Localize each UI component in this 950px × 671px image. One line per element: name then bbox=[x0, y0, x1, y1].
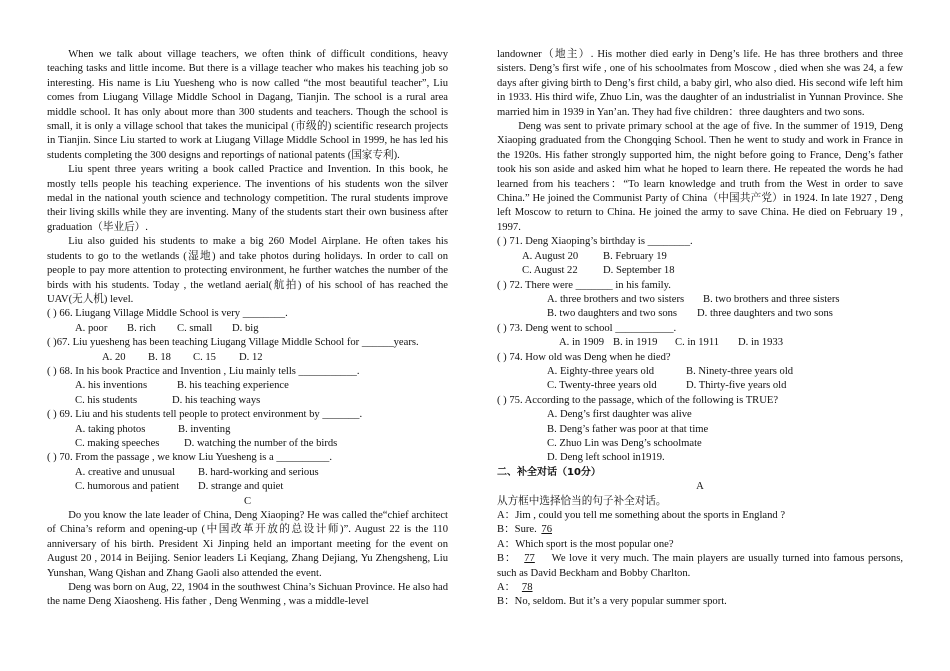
answer-blank[interactable]: 77 bbox=[524, 553, 535, 565]
option: A. Eighty-three years old bbox=[547, 365, 655, 377]
option: B. two daughters and two sons bbox=[547, 308, 678, 320]
section-c-label: C bbox=[243, 495, 252, 507]
option: C. in 1911 bbox=[675, 337, 720, 349]
option: D. in 1933 bbox=[738, 337, 784, 349]
passage-b-paragraph: When we talk about village teachers, we often think of difficult conditions, heavy teaching tasks and little income. But there is a village teacher who makes his teaching job so interesting. His name is Liu Yuesheng who is now called “the most beautiful teacher”, Liu comes from Liugang Village Middle School in Dagang, Tianjin. The school is a rural area middle school. It has only about more than 300 students and teachers. Though the school is small, it is only a village school that takes the municipal (市级的) scientific research projects in Tianjin. Since Liu started to work at Liugang Village Middle School in 1999, he has led his students completing the 300 designs and reportings of national patents (国家专利). bbox=[47, 49, 448, 161]
dialogue-line bbox=[497, 595, 903, 609]
option: D. 12 bbox=[239, 351, 263, 363]
option: C. Twenty-three years old bbox=[547, 380, 657, 392]
option: D. Thirty-five years old bbox=[686, 380, 787, 392]
option: A. taking photos bbox=[75, 423, 146, 435]
speaker: A： bbox=[497, 510, 516, 521]
option: B. rich bbox=[127, 322, 156, 334]
option: B. in 1919 bbox=[613, 337, 658, 349]
option: A. poor bbox=[75, 322, 108, 334]
option: B. his teaching experience bbox=[177, 380, 289, 392]
dialogue-text: No, seldom. But it’s a very popular summer sport. bbox=[514, 596, 727, 608]
options-row bbox=[497, 379, 903, 393]
passage-c-paragraph: Deng was born on Aug, 22, 1904 in the southwest China’s Sichuan Province. He also had the name Deng Xiaosheng. His father , Deng Wenming , was a middle-level bbox=[47, 582, 448, 608]
option: B. hard-working and serious bbox=[198, 466, 319, 478]
options-row bbox=[47, 394, 448, 408]
question-71 bbox=[497, 235, 903, 278]
question-stem: ( )67. Liu yuesheng has been teaching Liugang Village Middle School for ______years. bbox=[47, 337, 419, 349]
speaker: B： bbox=[497, 596, 515, 608]
option: C. his students bbox=[75, 394, 138, 406]
options-row bbox=[497, 365, 903, 379]
answer-blank[interactable]: 76 bbox=[541, 524, 552, 536]
options-row bbox=[497, 307, 903, 321]
option: A. in 1909 bbox=[559, 337, 605, 349]
passage-c-paragraph: Do you know the late leader of China, Deng Xiaoping? He was called the“chief architect of China’s reform and opening-up (中国改革开放的总设计师)”. August 22 is the 110 anniversary of his birth. President Xi Jinping held an important meeting for the event on August 20 , 2014 in Beijing. Senior leaders Li Keqiang, Zhang Dejiang, Yu Zhengsheng, Liu Yunshan, Wang Qishan and Zhang Gaoli also attended the event. bbox=[47, 510, 448, 579]
option: A. his inventions bbox=[75, 380, 148, 392]
option: D. his teaching ways bbox=[172, 394, 261, 406]
options-row bbox=[497, 264, 903, 278]
dialogue-line bbox=[497, 523, 903, 537]
option: D. September 18 bbox=[603, 265, 675, 277]
option: B. Deng’s father was poor at that time bbox=[547, 423, 709, 435]
option: C. humorous and patient bbox=[75, 481, 180, 493]
answer-blank[interactable]: 78 bbox=[521, 582, 533, 594]
options-row bbox=[47, 466, 448, 480]
speaker: A： bbox=[497, 582, 516, 594]
option: B. two brothers and three sisters bbox=[703, 293, 840, 305]
question-stem: ( ) 74. How old was Deng when he died? bbox=[497, 351, 671, 363]
options-row bbox=[497, 293, 903, 307]
dialogue-line bbox=[497, 538, 903, 552]
dialogue-instruction: 从方框中选择恰当的句子补全对话。 bbox=[497, 495, 667, 507]
dialogue-line bbox=[497, 552, 903, 581]
dialogue-text: Sure. bbox=[514, 524, 537, 536]
speaker: B： bbox=[497, 524, 515, 536]
question-68 bbox=[47, 365, 448, 408]
option: A. Deng’s first daughter was alive bbox=[547, 409, 692, 421]
options-row bbox=[47, 423, 448, 437]
options-row bbox=[497, 250, 903, 264]
option: A. creative and unusual bbox=[75, 466, 176, 478]
question-stem: ( ) 71. Deng Xiaoping’s birthday is ________. bbox=[497, 236, 693, 248]
question-74 bbox=[497, 351, 903, 394]
question-66 bbox=[47, 307, 448, 336]
dialogue-text: We love it very much. The main players are usually turned into famous persons, such as David Beckham and Bobby Charlton. bbox=[497, 553, 903, 579]
option: A. 20 bbox=[102, 351, 126, 363]
question-stem: ( ) 68. In his book Practice and Invention , Liu mainly tells ___________. bbox=[47, 365, 360, 377]
question-70 bbox=[47, 451, 448, 494]
dialogue-line bbox=[497, 509, 903, 523]
passage-c-continuation: landowner（地主）. His mother died early in Deng’s life. He has three brothers and three sisters. Deng’s first wife , one of his schoolmates from Moscow , died when she was 24, a few days after giving birth to Deng’s first child, a baby girl, who also died. His second wife left him in 1933. His third wife, Zhuo Lin, was the daughter of an industrialist in Yunnan Province. She married him in 1939 in Yan’an. They had five children：three daughters and two sons. bbox=[497, 49, 903, 118]
options-row bbox=[497, 336, 903, 350]
options-row bbox=[47, 379, 448, 393]
option: D. big bbox=[232, 322, 259, 334]
option: C. August 22 bbox=[522, 265, 578, 277]
speaker: B： bbox=[497, 553, 517, 565]
option: A. three brothers and two sisters bbox=[547, 293, 685, 305]
dialogue bbox=[497, 509, 903, 610]
question-75 bbox=[497, 394, 903, 466]
question-stem: ( ) 69. Liu and his students tell people to protect environment by _______. bbox=[47, 409, 363, 421]
option: C. small bbox=[177, 322, 213, 334]
question-69 bbox=[47, 408, 448, 451]
option: D. watching the number of the birds bbox=[184, 437, 338, 449]
passage-b-paragraph: Liu spent three years writing a book called Practice and Invention. In this book, he mostly tells people his teaching experience. The inventions of his students won the silver medal in the national youth science and technology competition. The rural students improve their living skills while they are inventing. Many of the students start their own business after graduation（毕业后）. bbox=[47, 164, 448, 233]
question-stem: ( ) 72. There were _______ in his family. bbox=[497, 279, 671, 291]
passage-b-paragraph: Liu also guided his students to make a big 260 Model Airplane. He often takes his students to go to the wetlands (湿地) and take photos during holidays. In order to call on people to pay more attention to protecting environment, he further watches the number of the birds with his students. Today , the wetland aerial(航拍) of his school of has reached the UAV(无人机) level. bbox=[47, 236, 448, 305]
question-72 bbox=[497, 279, 903, 322]
question-stem: ( ) 75. According to the passage, which of the following is TRUE? bbox=[497, 394, 779, 406]
option: B. February 19 bbox=[603, 250, 667, 262]
option: D. Deng left school in1919. bbox=[547, 452, 665, 464]
option: C. making speeches bbox=[75, 437, 160, 449]
options-row bbox=[47, 322, 448, 336]
option: A. August 20 bbox=[522, 250, 579, 262]
question-73 bbox=[497, 322, 903, 351]
options-row bbox=[47, 480, 448, 494]
options-row bbox=[47, 351, 448, 365]
question-stem: ( ) 70. From the passage , we know Liu Yuesheng is a __________. bbox=[47, 452, 333, 464]
section-a-label: A bbox=[696, 481, 704, 493]
option: C. Zhuo Lin was Deng’s schoolmate bbox=[547, 437, 702, 449]
question-67 bbox=[47, 336, 448, 365]
dialogue-text: Which sport is the most popular one? bbox=[515, 538, 674, 550]
section-2-heading: 二、补全对话（10分） bbox=[497, 466, 601, 478]
question-stem: ( ) 66. Liugang Village Middle School is very ________. bbox=[47, 308, 288, 320]
option: D. strange and quiet bbox=[198, 481, 284, 493]
left-column bbox=[47, 48, 448, 610]
dialogue-line bbox=[497, 581, 903, 595]
speaker: A： bbox=[497, 538, 516, 550]
question-stem: ( ) 73. Deng went to school ___________. bbox=[497, 322, 677, 334]
options-row bbox=[47, 437, 448, 451]
right-column bbox=[497, 48, 903, 610]
option: B. inventing bbox=[178, 423, 231, 435]
option: B. Ninety-three years old bbox=[686, 365, 794, 377]
option: C. 15 bbox=[193, 351, 216, 363]
passage-c-paragraph: Deng was sent to private primary school at the age of five. In the summer of 1919, Deng Xiaoping graduated from the Chongqing School. Then he went to study and work in France in the 1920s. His father strongly supported him, the night before going to France, Deng’s father took his son aside and asked him what he hoped to learn there. He repeated the words he had learned from his teachers：“To learn knowledge and truth from the West in order to save China.” He joined the Communist Party of China（中国共产党）in 1924. In late 1927 , Deng left Moscow to return to China. He joined the army to save China. He died on February 19 , 1997. bbox=[497, 121, 903, 233]
option: B. 18 bbox=[148, 351, 171, 363]
option: D. three daughters and two sons bbox=[697, 308, 833, 320]
dialogue-text: Jim , could you tell me something about the sports in England ? bbox=[515, 510, 786, 521]
